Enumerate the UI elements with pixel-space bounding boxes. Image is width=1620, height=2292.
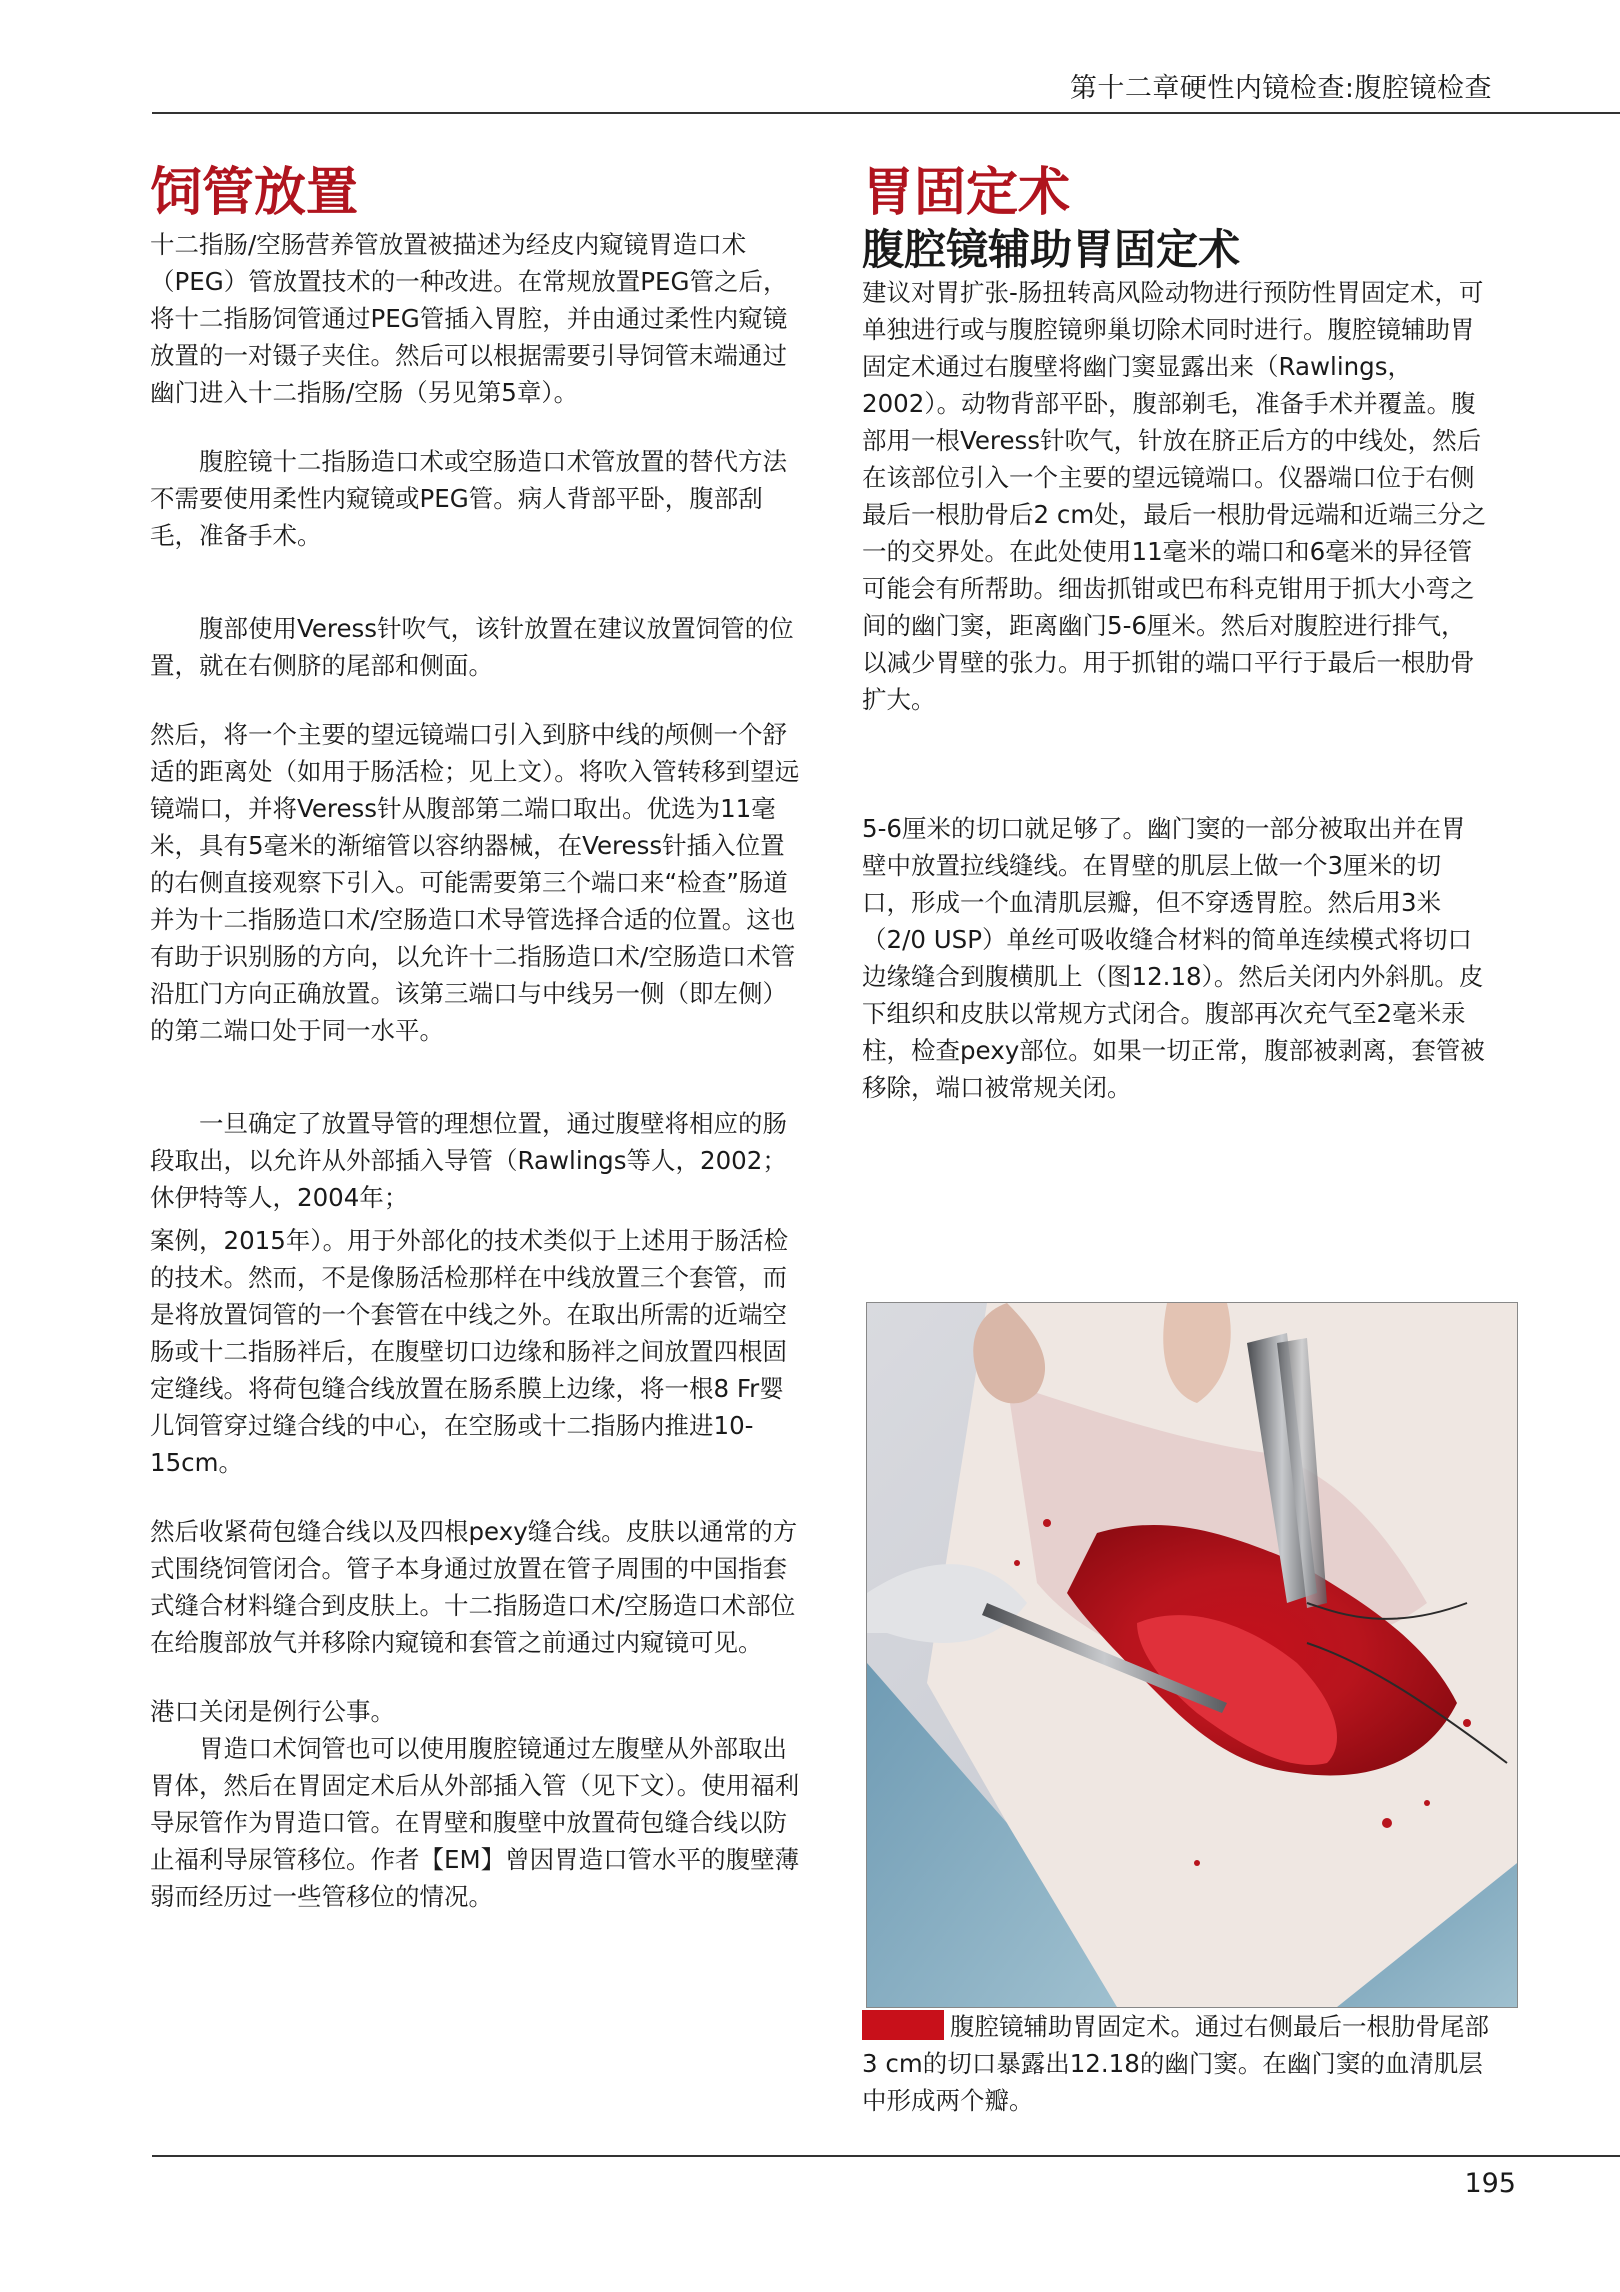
chapter-title: 第十二章硬性内镜检查:腹腔镜检查: [1069, 73, 1492, 104]
paragraph: 建议对胃扩张-肠扭转高风险动物进行预防性胃固定术，可单独进行或与腹腔镜卵巢切除术同时进行。腹腔镜辅助胃固定术通过右腹壁将幽门窦显露出来（Rawlings，2002）。动物背部平卧，腹部剃毛，准备手术并覆盖。腹部用一根Veress针吹气，针放在脐正后方的中线处，然后在该部位引入一个主要的望远镜端口。仪器端口位于右侧最后一根肋骨后2 cm处，最后一根肋骨远端和近端三分之一的交界处。在此处使用11毫米的端口和6毫米的异径管可能会有所帮助。细齿抓钳或巴布科克钳用于抓大小弯之间的幽门窦，距离幽门5-6厘米。然后对腹腔进行排气，以减少胃壁的张力。用于抓钳的端口平行于最后一根肋骨扩大。: [862, 278, 1487, 714]
footer-divider: [152, 2155, 1620, 2157]
paragraph: 腹腔镜十二指肠造口术或空肠造口术管放置的替代方法不需要使用柔性内窥镜或PEG管。病人背部平卧，腹部刮毛，准备手术。: [150, 447, 787, 550]
paragraph: 然后，将一个主要的望远镜端口引入到脐中线的颅侧一个舒适的距离处（如用于肠活检；见上文）。将吹入管转移到望远镜端口，并将Veress针从腹部第二端口取出。优选为11毫米，具有5毫米的渐缩管以容纳器械，在Veress针插入位置的右侧直接观察下引入。可能需要第三个端口来“检查”肠道并为十二指肠造口术/空肠造口术导管选择合适的位置。这也有助于识别肠的方向，以允许十二指肠造口术/空肠造口术管沿肛门方向正确放置。该第三端口与中线另一侧（即左侧）的第二端口处于同一水平。: [150, 720, 800, 1045]
figure-caption-text: 腹腔镜辅助胃固定术。通过右侧最后一根肋骨尾部3 cm的切口暴露出12.18的幽门窦。在幽门窦的血清肌层中形成两个瓣。: [862, 2012, 1489, 2115]
surgical-photo-illustration: [867, 1303, 1517, 2007]
paragraph: 案例，2015年）。用于外部化的技术类似于上述用于肠活检的技术。然而，不是像肠活检那样在中线放置三个套管，而是将放置饲管的一个套管在中线之外。在取出所需的近端空肠或十二指肠袢后，在腹壁切口边缘和肠袢之间放置四根固定缝线。将荷包缝合线放置在肠系膜上边缘，将一根8 Fr婴儿饲管穿过缝合线的中心，在空肠或十二指肠内推进10-15cm。: [150, 1226, 789, 1477]
page-number: 195: [1464, 2168, 1516, 2199]
section-heading-feeding-tube: 饲管放置: [150, 163, 359, 223]
paragraph: 胃造口术饲管也可以使用腹腔镜通过左腹壁从外部取出胃体，然后在胃固定术后从外部插入管（见下文）。使用福利导尿管作为胃造口管。在胃壁和腹壁中放置荷包缝合线以防止福利导尿管移位。作者【EM】曾因胃造口管水平的腹壁薄弱而经历过一些管移位的情况。: [150, 1734, 800, 1911]
paragraph: 港口关闭是例行公事。: [150, 1697, 395, 1726]
section-heading-gastropexy: 胃固定术: [862, 163, 1071, 223]
paragraph: 5-6厘米的切口就足够了。幽门窦的一部分被取出并在胃壁中放置拉线缝线。在胃壁的肌层上做一个3厘米的切口，形成一个血清肌层瓣，但不穿透胃腔。然后用3米（2/0 USP）单丝可吸收缝合材料的简单连续模式将切口边缘缝合到腹横肌上（图12.18）。然后关闭内外斜肌。皮下组织和皮肤以常规方式闭合。腹部再次充气至2毫米汞柱，检查pexy部位。如果一切正常，腹部被剥离，套管被移除，端口被常规关闭。: [862, 814, 1485, 1102]
right-column: [862, 160, 1487, 1106]
left-column: [150, 160, 800, 1915]
paragraph: 腹部使用Veress针吹气，该针放置在建议放置饲管的位置，就在右侧脐的尾部和侧面。: [150, 614, 794, 680]
subheading-laparoscopic-gastropexy: 腹腔镜辅助胃固定术: [862, 225, 1241, 274]
paragraph: 十二指肠/空肠营养管放置被描述为经皮内窥镜胃造口术（PEG）管放置技术的一种改进。在常规放置PEG管之后，将十二指肠饲管通过PEG管插入胃腔，并由通过柔性内窥镜放置的一对镊子夹住。然后可以根据需要引导饲管末端通过幽门进入十二指肠/空肠（另见第5章）。: [150, 230, 788, 407]
figure-label-marker: [862, 2010, 944, 2040]
surgical-photo-figure-12-18: [866, 1302, 1518, 2008]
paragraph: 一旦确定了放置导管的理想位置，通过腹壁将相应的肠段取出，以允许从外部插入导管（Rawlings等人，2002；休伊特等人，2004年；: [150, 1109, 787, 1212]
paragraph: 然后收紧荷包缝合线以及四根pexy缝合线。皮肤以通常的方式围绕饲管闭合。管子本身通过放置在管子周围的中国指套式缝合材料缝合到皮肤上。十二指肠造口术/空肠造口术部位在给腹部放气并移除内窥镜和套管之前通过内窥镜可见。: [150, 1517, 798, 1657]
figure-caption: [862, 2008, 1502, 2119]
header-divider: [152, 112, 1620, 114]
